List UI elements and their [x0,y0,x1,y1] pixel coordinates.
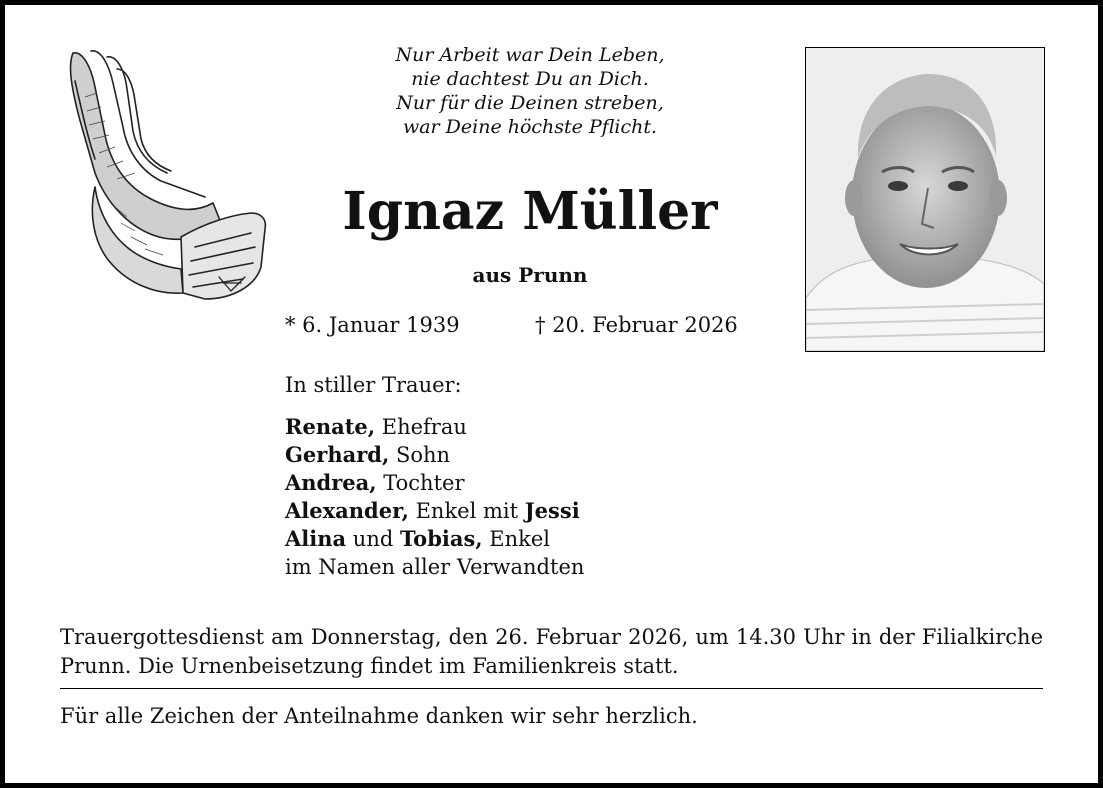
mourner-name: Andrea, [285,470,377,495]
mourner-name: Gerhard, [285,442,390,467]
mourner-role: Enkel [482,527,551,551]
mourner-line [285,413,584,441]
deceased-name: Ignaz Müller [342,181,718,242]
portrait-icon [806,48,1044,351]
mourner-name: Tobias, [399,526,483,551]
mourner-name: Alina [285,526,347,551]
mourner-conjunction: und [346,527,400,551]
mourner-name: Alexander, [285,498,409,523]
poem-line: Nur Arbeit war Dein Leben, [395,44,665,66]
thanks-note: Für alle Zeichen der Anteilnahme danken wir sehr herzlich. [60,704,698,728]
death-date: † 20. Februar 2026 [535,313,738,337]
poem-line: war Deine höchste Pflicht. [402,116,658,138]
poem-line: Nur für die Deinen streben, [396,92,664,114]
praying-hands-image [55,47,270,305]
mourner-role: Enkel mit [408,499,525,523]
divider [60,688,1043,689]
mourner-role: Tochter [376,471,465,495]
mourner-line [285,497,584,525]
mourner-role: Sohn [389,443,451,467]
mourner-line [285,441,584,469]
mourner-name: Jessi [524,498,580,523]
poem [275,43,785,139]
portrait-photo [805,47,1045,352]
birth-date: * 6. Januar 1939 [285,313,460,337]
poem-line: nie dachtest Du an Dich. [411,68,649,90]
deceased-origin: aus Prunn [472,263,588,287]
mourner-line [285,469,584,497]
service-announcement: Trauergottesdienst am Donnerstag, den 26. Februar 2026, um 14.30 Uhr in der Filialkirche Prunn. Die Urnenbeisetzung findet im Familienkreis statt. [60,625,1043,678]
praying-hands-icon [55,47,270,305]
mourners-list [285,413,584,581]
mourner-name: Renate, [285,414,376,439]
mourner-line: im Namen aller Verwandten [285,555,585,579]
mourner-line [285,525,584,553]
mourner-role: Ehefrau [375,415,467,439]
mourning-heading: In stiller Trauer: [285,373,462,397]
